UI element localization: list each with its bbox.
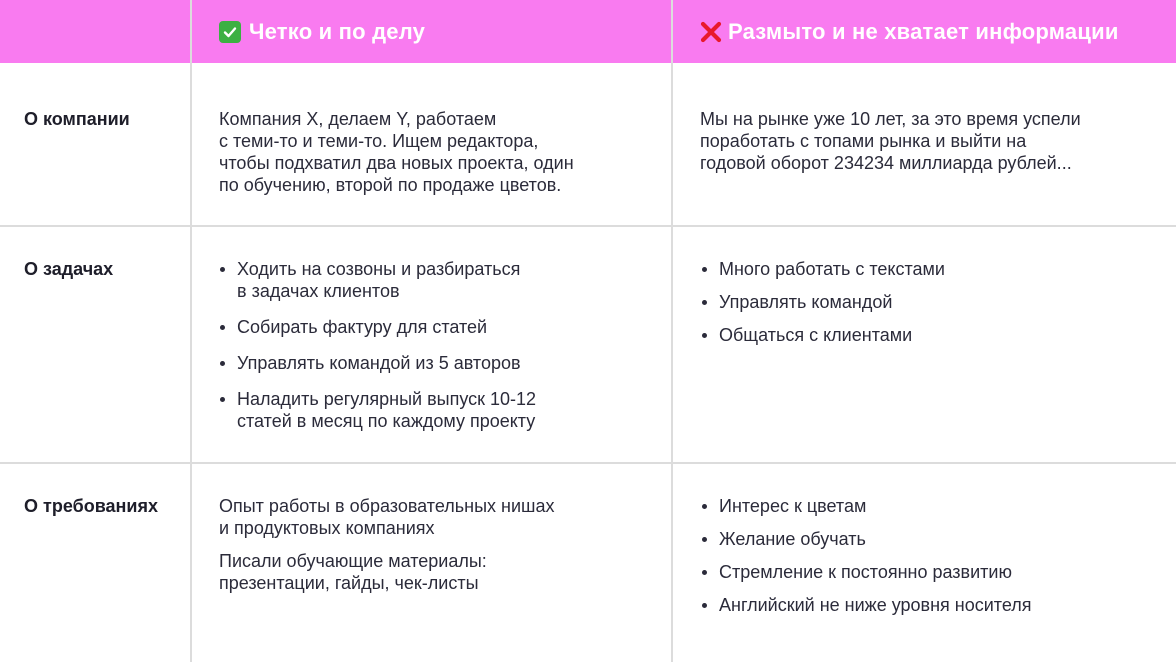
text-line: чтобы подхватил два новых проекта, один	[219, 153, 574, 173]
text-line: Писали обучающие материалы:	[219, 551, 487, 571]
header-bad	[700, 0, 1119, 63]
paragraph	[219, 495, 554, 539]
header-good	[219, 0, 425, 63]
text-line: Мы на рынке уже 10 лет, за это время успели	[700, 109, 1081, 129]
list-item: Английский не ниже уровня носителя	[701, 594, 1032, 616]
list-item	[219, 388, 536, 432]
text-line: поработать с топами рынка и выйти на	[700, 131, 1027, 151]
column-divider	[671, 0, 673, 662]
text-line: по обучению, второй по продаже цветов.	[219, 175, 562, 195]
requirements-bad-list	[701, 495, 1032, 616]
column-divider	[190, 0, 192, 662]
list-item: Управлять командой	[701, 291, 945, 313]
tasks-good-list	[219, 258, 536, 432]
paragraph	[219, 550, 554, 594]
header-good-label: Четко и по делу	[249, 18, 426, 44]
header-bad-label: Размыто и не хватает информации	[728, 18, 1119, 44]
text-line: Опыт работы в образовательных нишах	[219, 496, 555, 516]
list-item: Желание обучать	[701, 528, 1032, 550]
text-line: с теми-то и теми-то. Ищем редактора,	[219, 131, 539, 151]
company-good-text	[219, 108, 574, 196]
list-item-line: Наладить регулярный выпуск 10-12	[237, 389, 537, 409]
row-label-company: О компании	[24, 109, 130, 129]
check-mark-icon	[219, 21, 241, 43]
list-item	[219, 258, 536, 302]
text-line: Компания X, делаем Y, работаем	[219, 109, 497, 129]
list-item: Много работать с текстами	[701, 258, 945, 280]
list-item: Стремление к постоянно развитию	[701, 561, 1032, 583]
row-divider	[0, 225, 1176, 227]
requirements-good-text	[219, 495, 554, 594]
text-line: презентации, гайды, чек-листы	[219, 573, 479, 593]
company-bad-text	[700, 108, 1081, 174]
row-label-tasks: О задачах	[24, 259, 114, 279]
list-item-line: Собирать фактуру для статей	[237, 317, 488, 337]
cross-mark-icon	[700, 21, 722, 43]
list-item: Интерес к цветам	[701, 495, 1032, 517]
row-label-requirements: О требованиях	[24, 496, 158, 516]
list-item-line: Управлять командой из 5 авторов	[237, 353, 521, 373]
tasks-bad-list	[701, 258, 945, 346]
list-item	[219, 316, 536, 338]
list-item: Общаться с клиентами	[701, 324, 945, 346]
list-item	[219, 352, 536, 374]
list-item-line: статей в месяц по каждому проекту	[237, 411, 536, 431]
text-line: и продуктовых компаниях	[219, 518, 435, 538]
list-item-line: в задачах клиентов	[237, 281, 400, 301]
list-item-line: Ходить на созвоны и разбираться	[237, 259, 521, 279]
row-divider	[0, 462, 1176, 464]
text-line: годовой оборот 234234 миллиарда рублей...	[700, 153, 1072, 173]
